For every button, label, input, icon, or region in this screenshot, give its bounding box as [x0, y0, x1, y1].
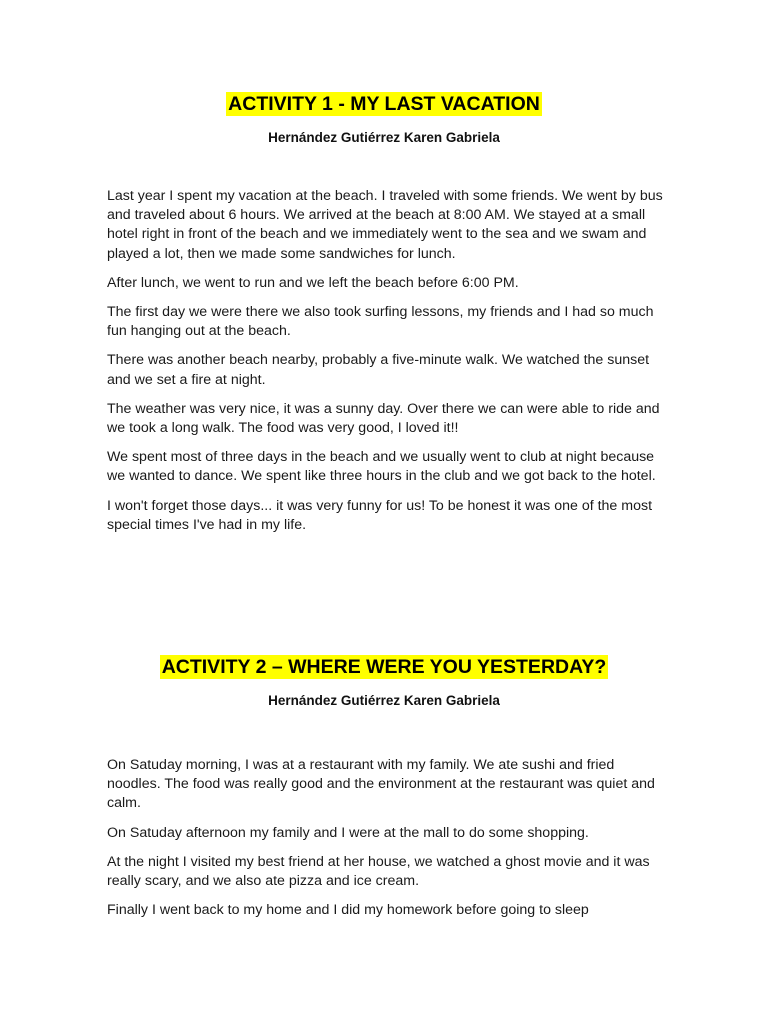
activity-1-body: [107, 187, 667, 545]
activity-2-title: ACTIVITY 2 – WHERE WERE YOU YESTERDAY?: [161, 656, 607, 678]
activity-2-paragraph: At the night I visited my best friend at her house, we watched a ghost movie and it was really scary, and we also ate pizza and ice cream.: [107, 853, 650, 890]
activity-1-section: [0, 92, 768, 533]
activity-2-author: Hernández Gutiérrez Karen Gabriela: [268, 693, 500, 708]
activity-1-paragraph: Last year I spent my vacation at the beach. I traveled with some friends. We went by bus and traveled about 6 hours. We arrived at the beach at 8:00 AM. We stayed at a small hotel right in front of the beach and we immediately went to the sea and we swam and played a lot, then we made some sandwiches for lunch.: [107, 188, 663, 262]
activity-1-paragraph: There was another beach nearby, probably a five-minute walk. We watched the sunset and we set a fire at night.: [107, 352, 650, 388]
activity-2-title-row: [0, 655, 768, 681]
activity-1-paragraph: I won't forget those days... it was very funny for us! To be honest it was one of the most special times I've had in my life.: [107, 497, 653, 533]
activity-2-body: [107, 756, 667, 930]
activity-1-paragraph: The first day we were there we also took surfing lessons, my friends and I had so much fun hanging out at the beach.: [107, 304, 654, 340]
activity-2-paragraph: Finally I went back to my home and I did my homework before going to sleep: [107, 902, 589, 919]
activity-1-paragraph: After lunch, we went to run and we left the beach before 6:00 PM.: [107, 274, 519, 291]
activity-1-paragraph: We spent most of three days in the beach and we usually went to club at night because we wanted to dance. We spent like three hours in the club and we got back to the hotel.: [107, 449, 656, 485]
activity-1-author: Hernández Gutiérrez Karen Gabriela: [268, 130, 500, 145]
activity-2-paragraph: On Satuday afternoon my family and I were at the mall to do some shopping.: [107, 824, 589, 841]
activity-2-section: [0, 655, 768, 919]
activity-1-title: ACTIVITY 1 - MY LAST VACATION: [228, 93, 540, 115]
activity-2-paragraph: On Satuday morning, I was at a restaurant with my family. We ate sushi and fried noodles. The food was really good and the environment at the restaurant was quiet and calm.: [107, 757, 655, 812]
activity-1-title-row: [0, 92, 768, 118]
activity-1-paragraph: The weather was very nice, it was a sunny day. Over there we can were able to ride and we took a long walk. The food was very good, I loved it!!: [107, 400, 660, 437]
